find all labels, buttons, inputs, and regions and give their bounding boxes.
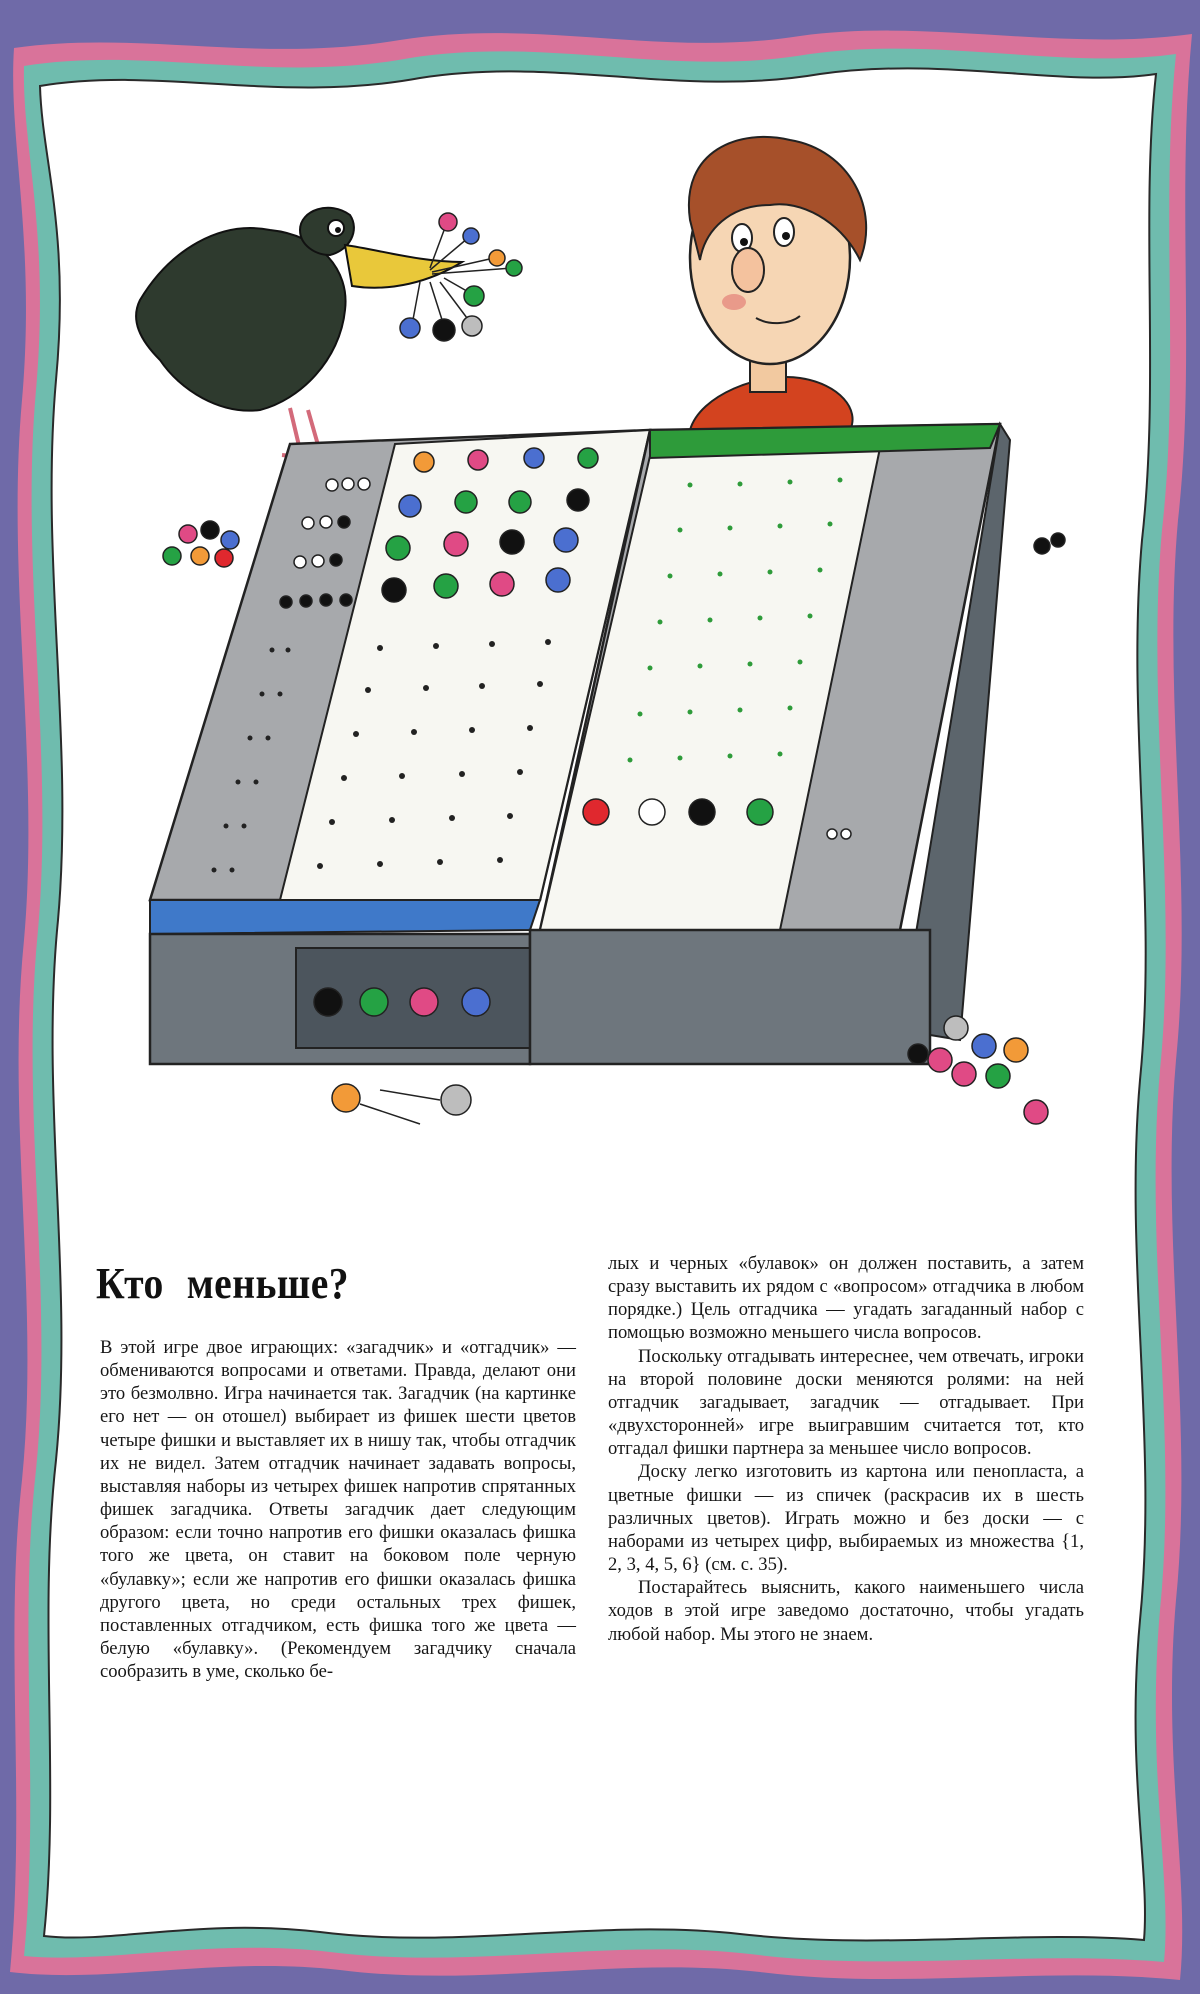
- paragraph: Доску легко изготовить из картона или пенопласта, а цветные фишки — из спичек (раскрасив их в шесть различных цветов). Играть можно и без доски — с наборами из четырех цифр, выбираемых из множества {1, 2, 3, 4, 5, 6} (см. с. 35).: [608, 1461, 1084, 1576]
- paragraph: лых и черных «булавок» он должен поставить, а затем сразу выставить их рядом с «вопросом» отгадчика в любом порядке.) Цель отгадчика — угадать загаданный набор с помощью возможно меньшего числа вопросов.: [608, 1253, 1084, 1344]
- page-title: Кто меньше?: [96, 1259, 350, 1308]
- crow-icon: [136, 208, 522, 460]
- paragraph: Постарайтесь выяснить, какого наименьшего числа ходов в этой игре заведомо достаточно, чтобы угадать любой набор. Мы этого не знаем.: [608, 1577, 1084, 1645]
- peg-icon: [410, 988, 438, 1016]
- boy-icon: [689, 137, 866, 430]
- game-board-icon: [150, 424, 1010, 1064]
- text-column-left: [100, 1336, 576, 1683]
- text-column-right: [608, 1252, 1084, 1646]
- peg-icon: [360, 988, 388, 1016]
- peg-icon: [462, 988, 490, 1016]
- paragraph: В этой игре двое играющих: «загадчик» и «отгадчик» — обмениваются вопросами и ответами. Правда, делают они это безмолвно. Игра начинается так. Загадчик (на картинке его нет — он отошел) выбирает из фишек шести цветов четыре фишки и выставляет их в нишу так, чтобы отгадчик их не видел. Затем отгадчик начинает задавать вопросы, выставляя наборы из четырех фишек напротив спрятанных фишек загадчика. Ответы загадчик дает следующим образом: если точно напротив его фишки оказалась фишка того же цвета, он ставит на боковом поле черную «булавку»; если же напротив его фишки оказалась фишка другого цвета, но среди остальных трех фишек, поставленных отгадчиком, есть фишка того же цвета — белую «булавку». (Рекомендуем загадчику сначала сообразить в уме, сколько бе-: [100, 1337, 576, 1683]
- peg-icon: [314, 988, 342, 1016]
- paragraph: Поскольку отгадывать интереснее, чем отвечать, игроки на второй половине доски меняются ролями: на ней отгадчик загадывает, загадчик — отгадывает. При «двухсторонней» игре выигравшим считается тот, кто отгадал фишки партнера за меньшее число вопросов.: [608, 1345, 1084, 1460]
